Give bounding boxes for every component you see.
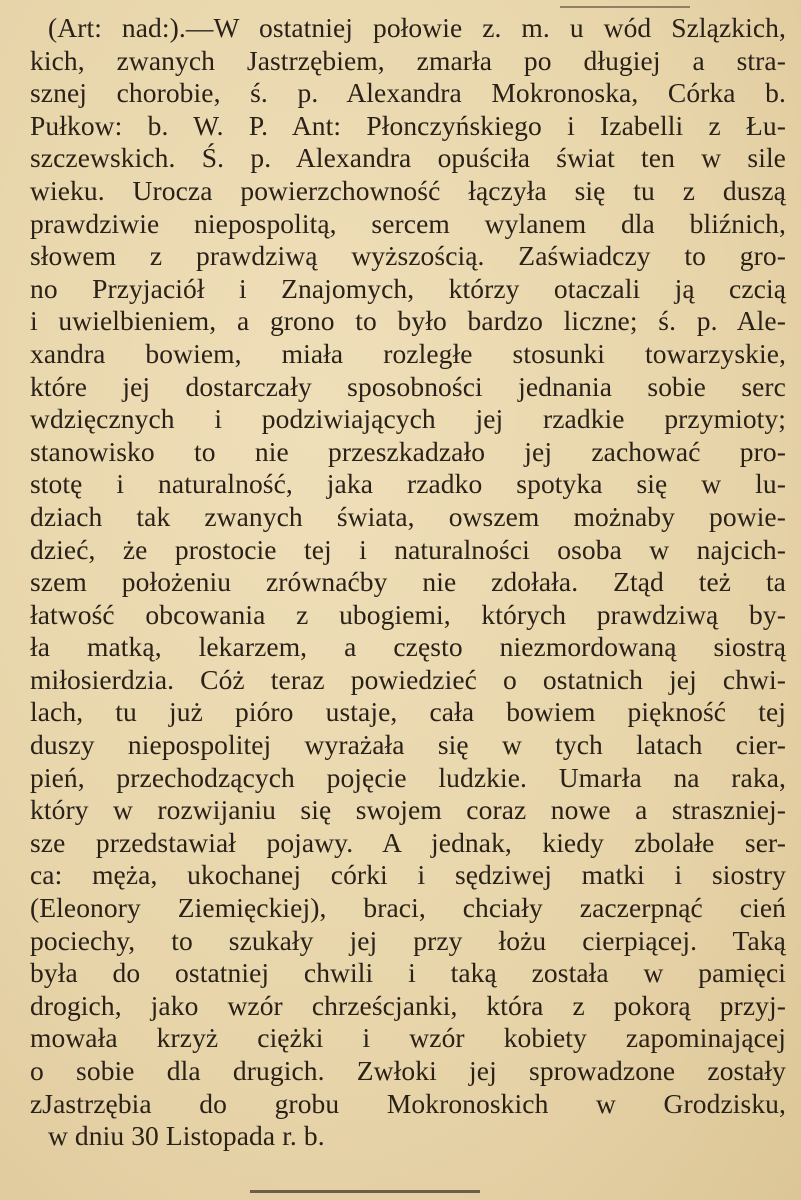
- text-line: sznej chorobie, ś. p. Alexandra Mokronoska, Córka b.: [30, 77, 786, 109]
- bottom-rule: [250, 1190, 480, 1197]
- text-line: pień, przechodzących pojęcie ludzkie. Umarła na raka,: [30, 761, 786, 793]
- text-line: zJastrzębia do grobu Mokronoskich w Grodzisku,: [30, 1087, 786, 1119]
- text-line: Pułkow: b. W. P. Ant: Płonczyńskiego i Izabelli z Łu-: [30, 109, 786, 141]
- text-line: drogich, jako wzór chrześcjanki, która z pokorą przyj-: [30, 989, 786, 1021]
- text-line: lach, tu już pióro ustaje, cała bowiem piękność tej: [30, 696, 786, 728]
- text-line: wdzięcznych i podziwiających jej rzadkie przymioty;: [30, 403, 786, 435]
- text-line: który w rozwijaniu się swojem coraz nowe a straszniej-: [30, 794, 786, 826]
- text-line: kich, zwanych Jastrzębiem, zmarła po długiej a stra-: [30, 44, 786, 76]
- text-line: stotę i naturalność, jaka rzadko spotyka się w lu-: [30, 468, 786, 500]
- text-line: sze przedstawiał pojawy. A jednak, kiedy zbolałe ser-: [30, 826, 786, 858]
- text-line: pociechy, to szukały jej przy łożu cierpiącej. Taką: [30, 924, 786, 956]
- text-line: dzieć, że prostocie tej i naturalności osoba w najcich-: [30, 533, 786, 565]
- text-line: i uwielbieniem, a grono to było bardzo liczne; ś. p. Ale-: [30, 305, 786, 337]
- text-line: szczewskich. Ś. p. Alexandra opuściła świat ten w sile: [30, 142, 786, 174]
- text-line: mowała krzyż ciężki i wzór kobiety zapominającej: [30, 1022, 786, 1054]
- text-line: w dniu 30 Listopada r. b.: [48, 1120, 325, 1152]
- text-line: (Art: nad:).—W ostatniej połowie z. m. u wód Szlązkich,: [48, 12, 786, 43]
- text-line: które jej dostarczały sposobności jednania sobie serc: [30, 370, 786, 402]
- obituary-article: [30, 12, 786, 1153]
- text-line: szem położeniu zrównaćby nie zdołała. Ztąd też ta: [30, 566, 786, 598]
- text-line: wieku. Urocza powierzchowność łączyła się tu z duszą: [30, 174, 786, 206]
- text-line: prawdziwie niepospolitą, sercem wylanem dla bliźnich,: [30, 207, 786, 239]
- text-line: ła matką, lekarzem, a często niezmordowaną siostrą: [30, 631, 786, 663]
- text-line: była do ostatniej chwili i taką została w pamięci: [30, 957, 786, 989]
- text-line: o sobie dla drugich. Zwłoki jej sprowadzone zostały: [30, 1055, 786, 1086]
- text-line: słowem z prawdziwą wyższością. Zaświadczy to gro-: [30, 240, 786, 272]
- text-line: miłosierdzia. Cóż teraz powiedzieć o ostatnich jej chwi-: [30, 663, 786, 695]
- text-line: (Eleonory Ziemięckiej), braci, chciały zaczerpnąć cień: [30, 892, 786, 924]
- text-line: ca: męża, ukochanej córki i sędziwej matki i siostry: [30, 859, 786, 891]
- text-line: łatwość obcowania z ubogiemi, których prawdziwą by-: [30, 598, 786, 630]
- text-line: dziach tak zwanych świata, owszem możnaby powie-: [30, 500, 786, 532]
- text-line: duszy niepospolitej wyrażała się w tych latach cier-: [30, 729, 786, 761]
- text-line: xandra bowiem, miała rozległe stosunki towarzyskie,: [30, 337, 786, 369]
- top-rule: [560, 0, 690, 8]
- text-line: stanowisko to nie przeszkadzało jej zachować pro-: [30, 435, 786, 467]
- text-line: no Przyjaciół i Znajomych, którzy otaczali ją czcią: [30, 272, 786, 304]
